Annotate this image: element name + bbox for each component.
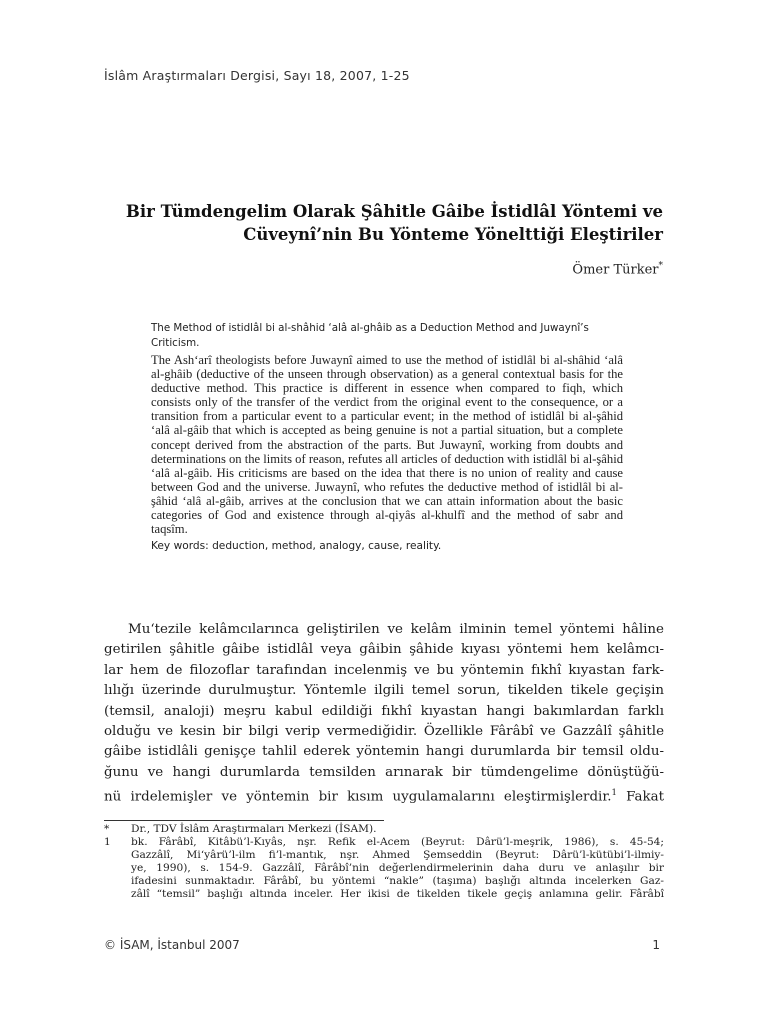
author-name-text: Ömer Türker (572, 262, 659, 278)
footnote-mark: * (104, 823, 110, 835)
body-line: olduğu ve kesin bir bilgi verip vermediğidir. Özellikle Fârâbî ve Gazzâlî şâhitle (104, 724, 664, 740)
body-line-text: nü irdelemişler ve yöntemin bir kısım uygulamalarını eleştirmişlerdir. (104, 789, 612, 805)
body-line: ğunu ve hangi durumlarda temsilden arınarak bir tümdengelime dönüştüğü- (104, 764, 664, 780)
footnote-author (104, 823, 664, 836)
body-line: gâibe istidlâli genişçe tahlil ederek yöntemin hangi durumlarda bir temsil oldu- (104, 744, 664, 760)
journal-header: İslâm Araştırmaları Dergisi, Sayı 18, 2007, 1-25 (104, 68, 410, 83)
body-line: Mu‘tezile kelâmcılarınca geliştirilen ve kelâm ilminin temel yöntemi hâline (128, 622, 664, 637)
footnote-mark: 1 (104, 835, 111, 848)
body-line-last (104, 783, 664, 808)
footnote-reference[interactable]: 1 (611, 788, 617, 799)
body-line: lılığı üzerinde durulmuştur. Yöntemle ilgili temel sorun, tikelden tikele geçişin (104, 683, 664, 699)
author-footnote-mark: * (658, 261, 663, 271)
footer-copyright: © İSAM, İstanbul 2007 (104, 938, 240, 952)
title-line-2: Cüveynî’nin Bu Yönteme Yönelttiği Eleştiriler (243, 225, 663, 244)
footnote-line: Gazzâlî, Mi‘yârü’l-ilm fi’l-mantık, nşr. Ahmed Şemseddin (Beyrut: Dârü’l-kütübi’l-ilmiy- (131, 848, 664, 861)
footnote-divider (104, 820, 384, 821)
article-title (104, 200, 663, 246)
body-line-last-word: Fakat (626, 789, 664, 805)
keywords (151, 539, 623, 553)
footnote-line: Dr., TDV İslâm Araştırmaları Merkezi (İSAM). (131, 823, 377, 835)
footnote-line: ifadesini sunmaktadır. Fârâbî, bu yöntemi “nakle” (taşıma) başlığı altında incelerken Gaz- (131, 874, 664, 887)
abstract-text: The Ash‘arî theologists before Juwaynî aimed to use the method of istidlâl bi al-shâhid ‘alâ al-ghâib (deductive of the unseen through observation) as a general contextual basis for the deductive method. This practice is different in essence when compared to fiqh, which consists only of the transfer of the verdict from the original event to the consequence, or a transition from a particular event to a particular event; in the method of istidlâl bi al-şâhid ‘alâ al-gâib that which is accepted as being genuine is not a partial situation, but a complete concept derived from the abstraction of the parts. But Juwaynî, working from doubts and determinations on the limits of reason, refutes all articles of deduction with istidlâl bi al-şâhid ‘alâ al-gâib. His criticisms are based on the idea that there is no union of reality and cause between God and the universe. Juwaynî, who refutes the deductive method of istidlâl bi al-şâhid ‘alâ al-gâib, arrives at the conclusion that we can attain information about the basic categories of God and existence through al-qiyâs al-khulfî and the method of sabr and taqsîm. (151, 353, 623, 537)
body-line: lar hem de filozoflar tarafından incelenmiş ve bu yöntemin fıkhî kıyastan fark- (104, 662, 664, 678)
footnote-line: zâlî “temsil” başlığı altında inceler. Her ikisi de tikelden tikele geçiş anlamına gelir. Fârâbî (131, 887, 664, 900)
author-name (104, 261, 663, 277)
page-number: 1 (652, 938, 660, 952)
footnote-1 (104, 836, 664, 901)
footnote-line: bk. Fârâbî, Kitâbü’l-Kıyâs, nşr. Refik el-Acem (Beyrut: Dârü’l-meşrik, 1986), s. 45-54; (131, 835, 664, 848)
body-line: (temsil, analoji) meşru kabul edildiği fıkhî kıyastan hangi bakımlardan farklı (104, 703, 664, 719)
keywords-list: deduction, method, analogy, cause, reality. (208, 540, 442, 553)
title-line-1: Bir Tümdengelim Olarak Şâhitle Gâibe İstidlâl Yöntemi ve (125, 202, 663, 221)
footnote-line: ye, 1990), s. 154-9. Gazzâlî, Fârâbî’nin değerlendirmelerinin daha duru ve anlaşılır bir (131, 861, 664, 874)
abstract (151, 321, 623, 553)
abstract-title: The Method of istidlâl bi al-shâhid ‘alâ al-ghâib as a Deduction Method and Juwaynî’s Criticism. (151, 322, 589, 349)
footnotes (104, 823, 664, 900)
keywords-label: Key words: (151, 540, 209, 553)
body-paragraph (104, 620, 664, 808)
body-line: getirilen şâhitle gâibe istidlâl veya gâibin şâhide kıyası yöntemi hem kelâmcı- (104, 642, 664, 658)
